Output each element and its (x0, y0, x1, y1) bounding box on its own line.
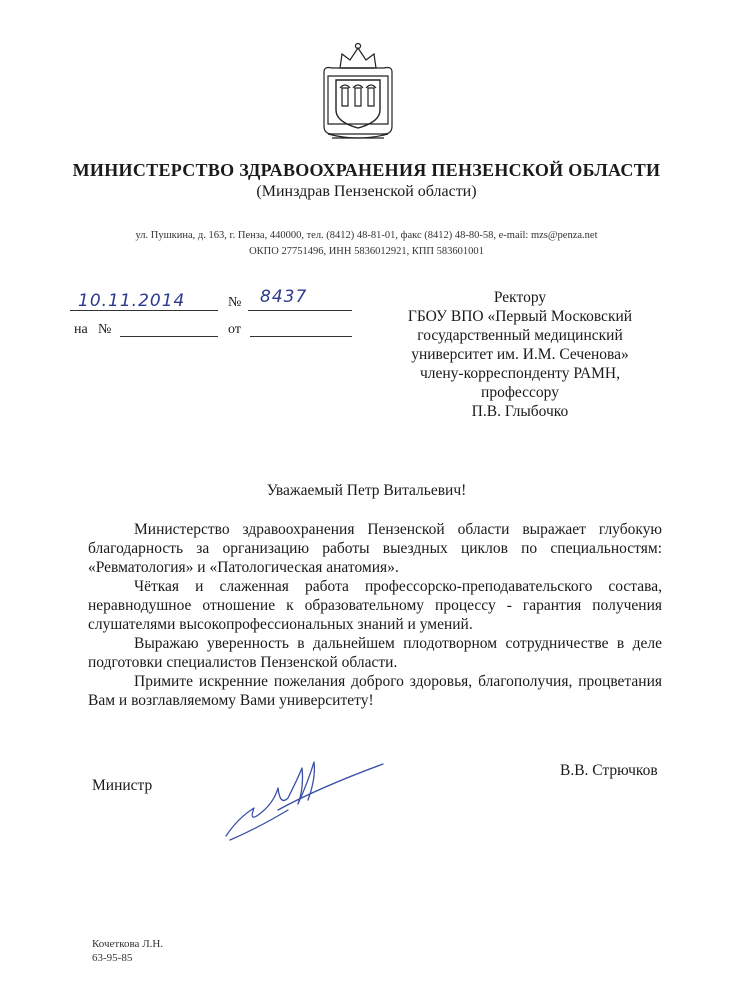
recipient-block (375, 288, 665, 421)
recipient-line: университет им. И.М. Сеченова» (411, 346, 629, 363)
body-paragraph: Выражаю уверенность в дальнейшем плодотворном сотрудничестве в деле подготовки специалистов Пензенской области. (88, 635, 662, 671)
salutation: Уважаемый Петр Витальевич! (266, 482, 467, 499)
recipient-line: ГБОУ ВПО «Первый Московский (407, 308, 633, 325)
registration-date: 10.11.2014 (78, 291, 186, 311)
date-underline (70, 310, 218, 311)
signatory-name: В.В. Стрючков (560, 762, 658, 779)
signatory-title: Министр (92, 777, 153, 794)
handwritten-signature (218, 748, 388, 848)
number-underline (248, 310, 352, 311)
ref-date-underline (250, 336, 352, 337)
letter-body (88, 520, 662, 710)
body-paragraph: Примите искренние пожелания доброго здоровья, благополучия, процветания Вам и возглавляемому Вами университету! (88, 673, 662, 709)
coat-of-arms-emblem (318, 38, 398, 144)
executor-name: Кочеткова Л.Н. (92, 938, 164, 950)
ref-from-label: от (228, 322, 241, 337)
ministry-name: МИНИСТЕРСТВО ЗДРАВООХРАНЕНИЯ ПЕНЗЕНСКОЙ ОБЛАСТИ (72, 160, 661, 180)
ministry-short-name: (Минздрав Пензенской области) (256, 183, 477, 200)
recipient-line: профессору (481, 384, 559, 401)
number-sign: № (228, 295, 242, 310)
ministry-header (0, 160, 733, 201)
ref-prefix: на (74, 322, 88, 337)
ref-number-sign: № (98, 322, 112, 337)
recipient-line: члену-корреспонденту РАМН, (419, 365, 621, 382)
body-paragraph: Министерство здравоохранения Пензенской области выражает глубокую благодарность за организацию работы выездных циклов по специальностям: «Ревматология» и «Патологическая анатомия». (88, 521, 662, 576)
registration-number: 8437 (260, 287, 308, 307)
body-paragraph: Чёткая и слаженная работа профессорско-преподавательского состава, неравнодушное отношение к образовательному процессу - гарантия получения слушателями высокопрофессиональных знаний и умений. (88, 578, 662, 633)
recipient-line: П.В. Глыбочко (471, 403, 569, 420)
codes-line: ОКПО 27751496, ИНН 5836012921, КПП 583601001 (249, 246, 484, 257)
recipient-line: Ректору (493, 289, 547, 306)
executor-phone: 63-95-85 (92, 952, 133, 964)
contacts-block (0, 228, 733, 260)
ref-number-underline (120, 336, 218, 337)
address-line: ул. Пушкина, д. 163, г. Пенза, 440000, тел. (8412) 48-81-01, факс (8412) 48-80-58, e-mail: mzs@penza.net (135, 230, 598, 241)
recipient-line: государственный медицинский (417, 327, 623, 344)
executor-block (92, 937, 163, 965)
